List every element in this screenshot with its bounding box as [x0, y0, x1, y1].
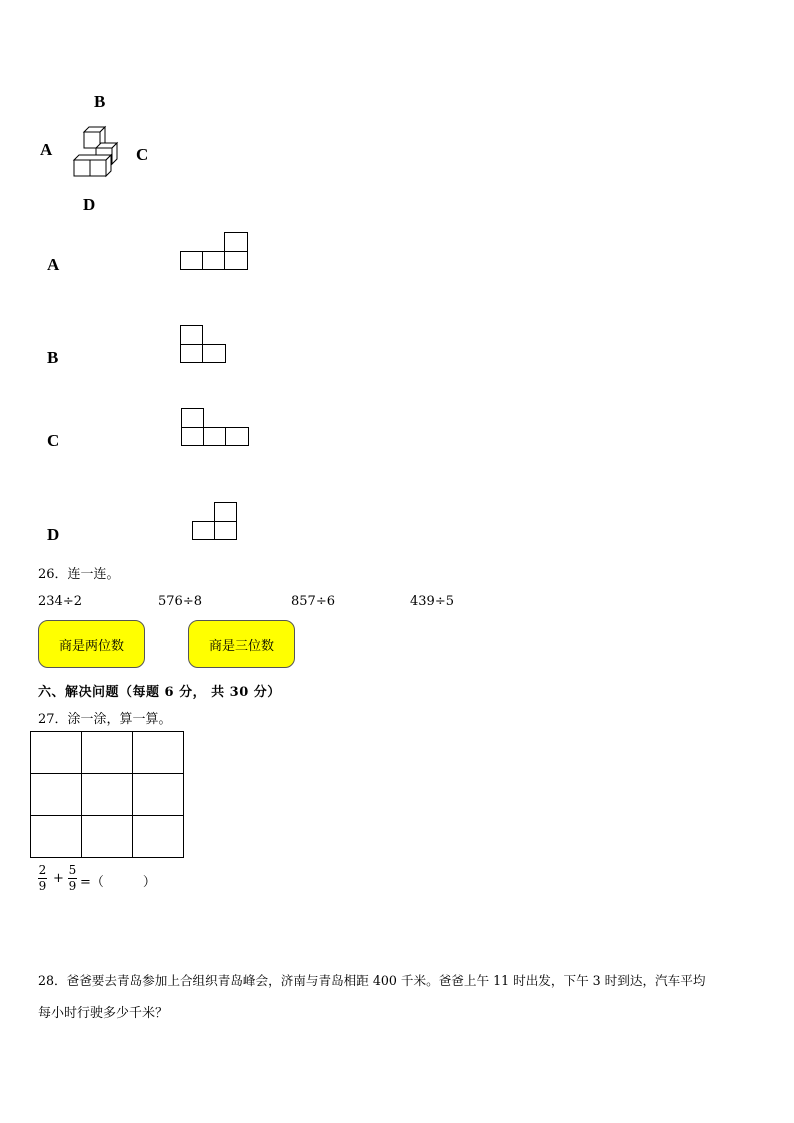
- option-label-d: D: [47, 525, 60, 544]
- option-label-c: C: [47, 431, 60, 450]
- view-label-a: A: [40, 140, 53, 159]
- view-label-b: B: [94, 92, 106, 111]
- q27-title: 27．涂一涂，算一算。: [38, 712, 172, 727]
- bubble-two-digit-quotient[interactable]: [38, 620, 145, 668]
- q28-text-line-1: 28．爸爸要去青岛参加上合组织青岛峰会，济南与青岛相距 400 千米。爸爸上午 11 时出发，下午 3 时到达，汽车平均: [38, 973, 706, 988]
- section-6-heading: 六、解决问题（每题 6 分， 共 30 分）: [38, 685, 281, 700]
- view-label-c: C: [136, 145, 149, 164]
- q26-title: 26．连一连。: [38, 567, 120, 582]
- bubble-three-digit-quotient[interactable]: [188, 620, 295, 668]
- q26-expression-1: 234÷2: [38, 594, 82, 609]
- grid-cell[interactable]: [82, 732, 133, 774]
- bubble-two-digit-label: 商是两位数: [58, 638, 124, 654]
- fraction-five-ninths: [68, 864, 77, 893]
- bubble-three-digit-label: 商是三位数: [208, 638, 274, 654]
- grid-cell[interactable]: [82, 774, 133, 816]
- fraction-2-denominator: 9: [68, 879, 77, 893]
- fraction-2-numerator: 5: [68, 863, 77, 877]
- view-label-d: D: [83, 195, 96, 214]
- option-shape-d: [192, 502, 240, 542]
- grid-cell[interactable]: [82, 816, 133, 858]
- grid-cell[interactable]: [133, 816, 184, 858]
- fraction-1-numerator: 2: [38, 863, 47, 877]
- plus-sign: +: [53, 871, 64, 886]
- grid-cell[interactable]: [31, 774, 82, 816]
- option-shape-b: [180, 325, 228, 365]
- grid-cell[interactable]: [31, 732, 82, 774]
- answer-blank[interactable]: =（ ）: [80, 875, 156, 890]
- option-label-a: A: [47, 255, 60, 274]
- q26-expression-4: 439÷5: [410, 594, 454, 609]
- q26-expression-3: 857÷6: [291, 594, 335, 609]
- cube-stack-figure: [70, 124, 122, 180]
- q28-text-line-2: 每小时行驶多少千米？: [38, 1006, 169, 1021]
- grid-cell[interactable]: [133, 774, 184, 816]
- option-label-b: B: [47, 348, 59, 367]
- fraction-two-ninths: [38, 864, 47, 893]
- q26-expression-2: 576÷8: [158, 594, 202, 609]
- grid-cell[interactable]: [31, 816, 82, 858]
- fraction-1-denominator: 9: [38, 879, 47, 893]
- q27-grid[interactable]: [30, 731, 184, 858]
- option-shape-a: [180, 232, 250, 272]
- option-shape-c: [181, 408, 251, 448]
- grid-cell[interactable]: [133, 732, 184, 774]
